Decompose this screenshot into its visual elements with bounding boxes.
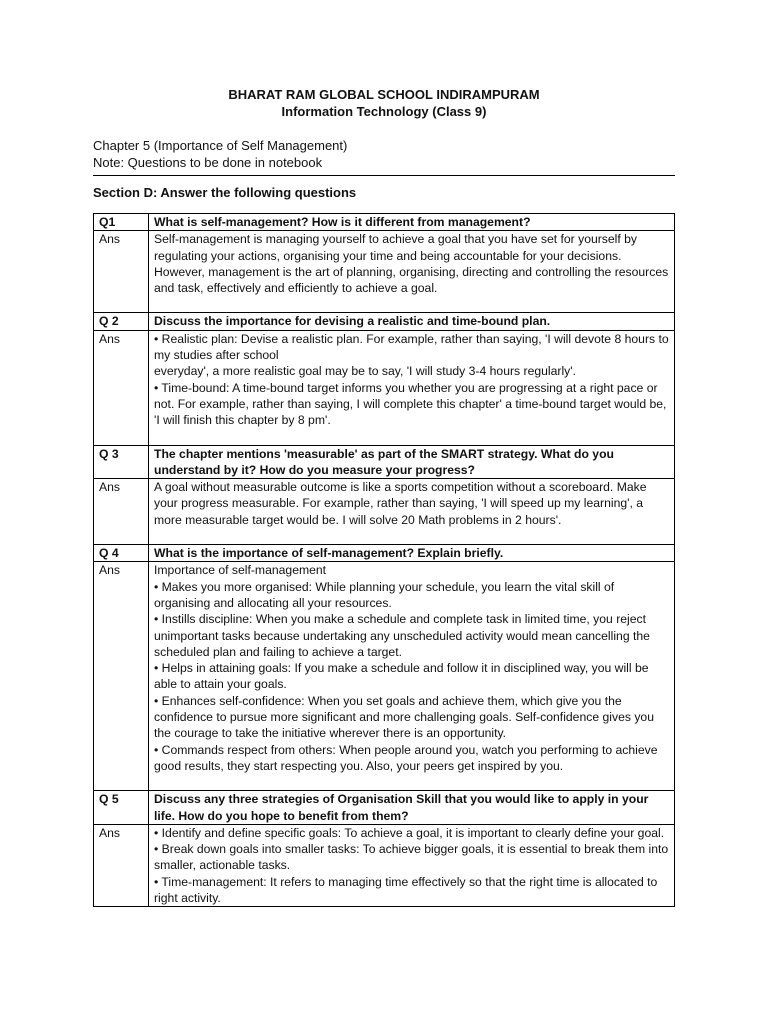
answer-line: everyday', a more realistic goal may be to say, 'I will study 3-4 hours regularly'. [154, 364, 576, 379]
answer-label: Ans [94, 231, 149, 313]
answer-line: A goal without measurable outcome is like a sports competition without a scoreboard. Make your progress measurable. For example, rather than saying, 'I will speed up my learning', a more measurable target would be. I will solve 20 Math problems in 2 hours'. [154, 480, 647, 527]
answer-line: • Realistic plan: Devise a realistic plan. For example, rather than saying, 'I will devote 8 hours to my studies after school [154, 331, 669, 363]
answer-line: • Time-management: It refers to managing time effectively so that the right time is allocated to right activity. [154, 874, 658, 905]
question-text: Discuss any three strategies of Organisation Skill that you would like to apply in your life. How do you hope to benefit from them? [149, 791, 675, 825]
note-text: Note: Questions to be done in notebook [93, 155, 323, 170]
answer-label: Ans [94, 479, 149, 545]
answer-text [149, 231, 675, 313]
answer-row [94, 231, 675, 313]
answer-row [94, 824, 675, 906]
answer-row [94, 562, 675, 791]
school-name: BHARAT RAM GLOBAL SCHOOL INDIRAMPURAM [228, 87, 540, 102]
answer-line: • Enhances self-confidence: When you set goals and achieve them, which give you the confidence to pursue more significant and more challenging goals. Self-confidence gives you the courage to take the initiative wherever there is an opportunity. [154, 693, 654, 741]
answer-label: Ans [94, 562, 149, 791]
question-label: Q 4 [94, 545, 149, 562]
question-label: Q 5 [94, 791, 149, 825]
answer-text [149, 479, 675, 545]
question-label: Q 2 [94, 313, 149, 330]
answer-line: • Break down goals into smaller tasks: To achieve bigger goals, it is essential to break them into smaller, actionable tasks. [154, 842, 669, 873]
answer-row [94, 330, 675, 445]
answer-label: Ans [94, 330, 149, 445]
question-text: The chapter mentions 'measurable' as part of the SMART strategy. What do you understand by it? How do you measure your progress? [149, 445, 675, 479]
answer-text [149, 824, 675, 906]
answer-line: • Commands respect from others: When people around you, watch you performing to achieve good results, they start respecting you. Also, your peers get inspired by you. [154, 742, 658, 773]
answer-line: Importance of self-management [154, 563, 327, 578]
answer-line: • Helps in attaining goals: If you make a schedule and follow it in disciplined way, you will be able to attain your goals. [154, 661, 649, 692]
question-label: Q 3 [94, 445, 149, 479]
answer-line: • Instills discipline: When you make a schedule and complete task in limited time, you reject unimportant tasks because undertaking any unscheduled activity would mean cancelling the scheduled plan and failing to achieve a target. [154, 612, 650, 659]
question-label: Q1 [94, 214, 149, 231]
question-row [94, 445, 675, 479]
section-title: Section D: Answer the following questions [93, 185, 357, 200]
question-row [94, 313, 675, 330]
question-text: What is self-management? How is it different from management? [149, 214, 675, 231]
answer-line: Self-management is managing yourself to achieve a goal that you have set for yourself by regulating your actions, organising your time and being accountable for your decisions. However, management is the art of planning, organising, directing and controlling the resources and task, effectively and efficiently to achieve a goal. [154, 232, 669, 296]
answer-label: Ans [94, 824, 149, 906]
qa-table [93, 213, 675, 907]
divider [93, 175, 675, 176]
answer-line: • Identify and define specific goals: To achieve a goal, it is important to clearly define your goal. [154, 825, 665, 840]
answer-line: • Makes you more organised: While planning your schedule, you learn the vital skill of organising and allocating all your resources. [154, 579, 615, 610]
chapter-title: Chapter 5 (Importance of Self Management) [93, 138, 348, 153]
answer-text [149, 562, 675, 791]
question-row [94, 214, 675, 231]
answer-text [149, 330, 675, 445]
chapter-info [93, 137, 347, 171]
document-header [0, 86, 768, 120]
answer-line: • Time-bound: A time-bound target informs you whether you are progressing at a right pace or not. For example, rather than saying, I will complete this chapter' a time-bound target would be, 'I will finish this chapter by 8 pm'. [154, 380, 667, 428]
question-row [94, 545, 675, 562]
subject-title: Information Technology (Class 9) [281, 104, 487, 119]
question-row [94, 791, 675, 825]
question-text: What is the importance of self-management? Explain briefly. [149, 545, 675, 562]
answer-row [94, 479, 675, 545]
question-text: Discuss the importance for devising a realistic and time-bound plan. [149, 313, 675, 330]
